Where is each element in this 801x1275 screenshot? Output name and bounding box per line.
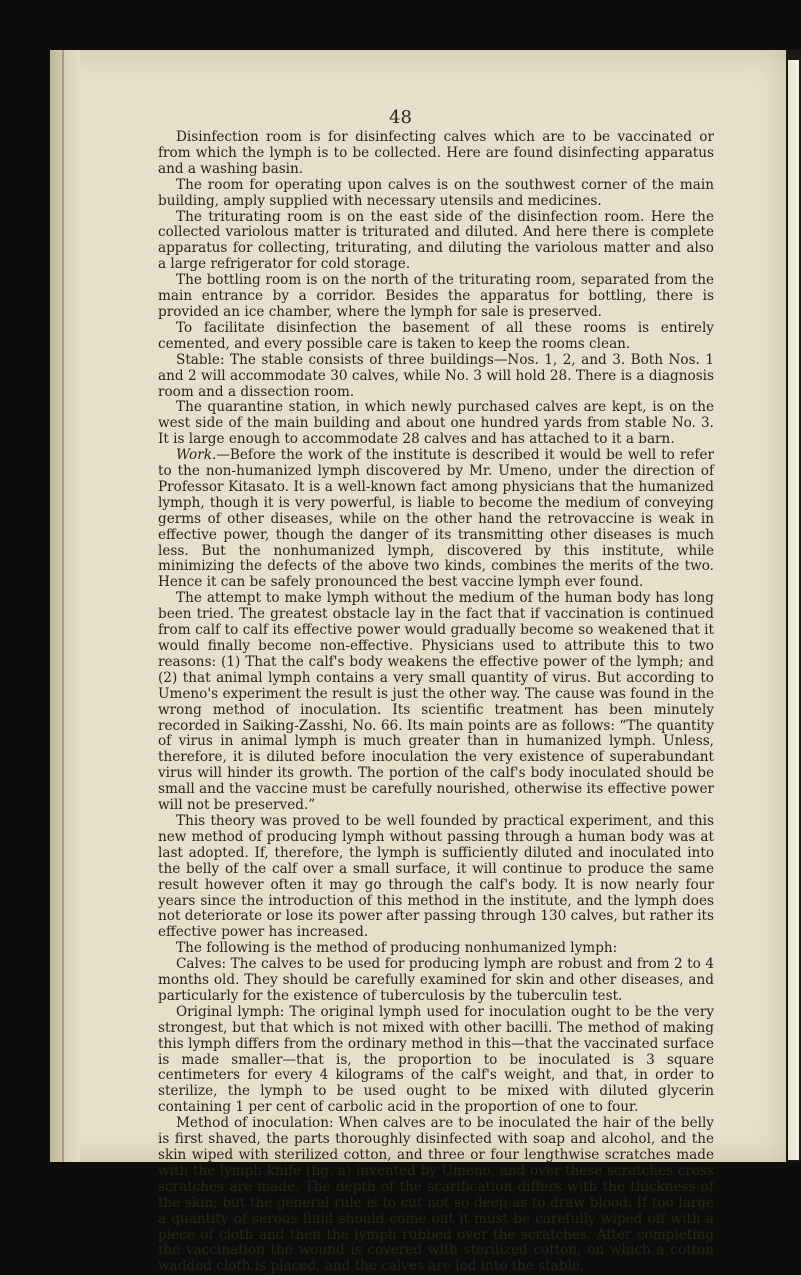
paragraph: The triturating room is on the east side of the disinfection room. Here the collected variolous matter is triturated and diluted. And here there is complete apparatus for collecting, triturating, and diluting the variolous matter and also a large refrigerator for cold storage.	[158, 208, 714, 273]
paragraph: The following is the method of producing nonhumanized lymph:	[176, 940, 618, 957]
body-text	[158, 130, 714, 1275]
paragraph: Disinfection room is for disinfecting calves which are to be vaccinated or from which the lymph is to be collected. Here are found disinfecting apparatus and a washing basin.	[158, 129, 714, 177]
paragraph: Stable: The stable consists of three buildings—Nos. 1, 2, and 3. Both Nos. 1 and 2 will accommodate 30 calves, while No. 3 will hold 28. There is a diagnosis room and a dissection room.	[158, 351, 714, 400]
paragraph: Original lymph: The original lymph used for inoculation ought to be the very strongest, but that which is not mixed with other bacilli. The method of making this lymph differs from the ordinary method in this—that the vaccinated surface is made smaller—that is, the proportion to be inoculated is 3 square centimeters for every 4 kilograms of the calf's weight, and that, in order to sterilize, the lymph to be used ought to be mixed with diluted glycerin containing 1 per cent of carbolic acid in the proportion of one to four.	[158, 1003, 714, 1116]
work-text: —Before the work of the institute is described it would be well to refer to the non-humanized lymph discovered by Mr. Umeno, under the direction of Professor Kitasato. It is a well-known fact among physicians that the humanized lymph, though it is very powerful, is liable to become the medium of conveying germs of other diseases, while on the other hand the retrovaccine is weak in effective power, though the danger of its transmitting other diseases is much less. But the nonhumanized lymph, discovered by this institute, while minimizing the defects of the above two kinds, combines the merits of the two. Hence it can be safely pronounced the best vaccine lymph ever found.	[158, 447, 714, 591]
page-binding	[50, 50, 80, 1162]
page-number: 48	[389, 107, 412, 128]
fold-line	[62, 50, 64, 1162]
paragraph: The room for operating upon calves is on the southwest corner of the main building, amply supplied with necessary utensils and medicines.	[158, 176, 714, 209]
work-heading: Work.	[176, 447, 217, 464]
paragraph: This theory was proved to be well founded by practical experiment, and this new method of producing lymph without passing through a human body was at last adopted. If, therefore, the lymph is sufficiently diluted and inoculated into the belly of the calf over a small surface, it will continue to produce the same result however often it may go through the calf's body. It is now nearly four years since the introduction of this method in the institute, and the lymph does not deteriorate or lose its power after passing through 130 calves, but rather its effective power has increased.	[158, 812, 714, 941]
paragraph: Method of inoculation: When calves are to be inoculated the hair of the belly is first shaved, the parts thoroughly disinfected with soap and alcohol, and the skin wiped with sterilized cotton, and three or four lengthwise scratches made with the lymph knife (fig. a) invented by Umeno, and over these scratches cross scratches are made. The depth of the scarification differs with the thickness of the skin; but the general rule is to cut not so deep as to draw blood. If too large a quantity of serous fluid should come out it must be carefully wiped off with a piece of cloth and then the lymph rubbed over the scratches. After completing the vaccination the wound is covered with sterilized cotton, on which a cotton wadded cloth is placed, and the calves are led into the stable.	[158, 1115, 714, 1275]
paragraph: The quarantine station, in which newly purchased calves are kept, is on the west side of the main building and about one hundred yards from stable No. 3. It is large enough to accommodate 28 calves and has attached to it a barn.	[158, 399, 714, 448]
paragraph: The bottling room is on the north of the triturating room, separated from the main entrance by a corridor. Besides the apparatus for bottling, there is provided an ice chamber, where the lymph for sale is preserved.	[158, 272, 714, 320]
next-page-strip	[788, 60, 799, 1160]
paragraph: The attempt to make lymph without the medium of the human body has long been tried. The greatest obstacle lay in the fact that if vaccination is continued from calf to calf its effective power would gradually become so weakened that it would finally become non-effective. Physicians used to attribute this to two reasons: (1) That the calf's body weakens the effective power of the lymph; and (2) that animal lymph contains a very small quantity of virus. But according to Umeno's experiment the result is just the other way. The cause was found in the wrong method of inoculation. Its scientific treatment has been minutely recorded in Saiking-Zasshi, No. 66. Its main points are as follows: “The quantity of virus in animal lymph is much greater than in humanized lymph. Unless, therefore, it is diluted before inoculation the very existence of superabundant virus will hinder its growth. The portion of the calf's body inoculated should be small and the vaccine must be carefully nourished, otherwise its effective power will not be preserved.”	[158, 590, 714, 814]
work-paragraph	[158, 448, 714, 591]
paragraph: To facilitate disinfection the basement of all these rooms is entirely cemented, and every possible care is taken to keep the rooms clean.	[158, 319, 714, 352]
paragraph: Calves: The calves to be used for producing lymph are robust and from 2 to 4 months old. They should be carefully examined for skin and other diseases, and particularly for the existence of tuberculosis by the tuberculin test.	[158, 956, 714, 1004]
